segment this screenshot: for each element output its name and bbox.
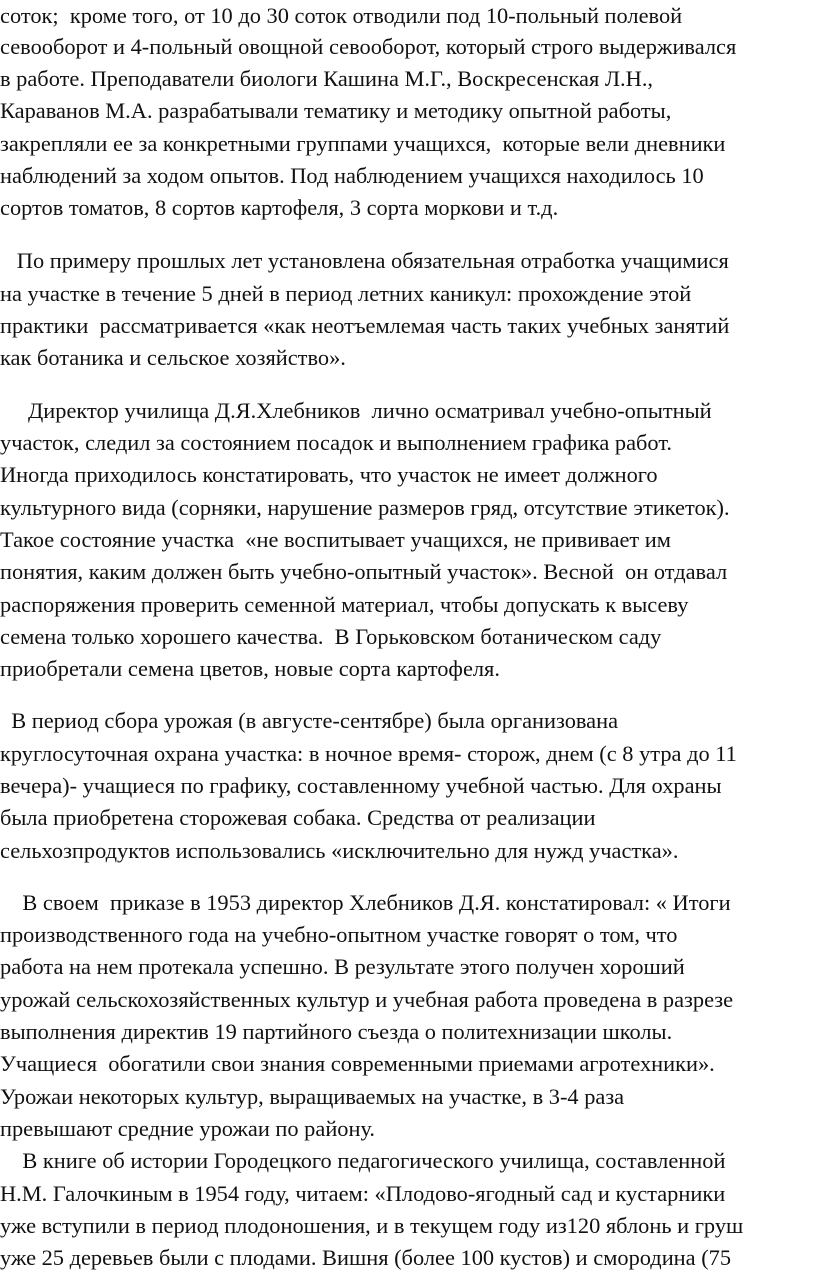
text-line: на участке в течение 5 дней в период летних каникул: прохождение этой (0, 281, 692, 306)
text-line: Урожаи некоторых культур, выращиваемых на участке, в 3-4 раза (0, 1084, 625, 1109)
text-line: практики рассматривается «как неотъемлемая часть таких учебных занятий (0, 313, 730, 338)
text-line: севооборот и 4-польный овощной севооборот, который строго выдерживался (0, 34, 737, 59)
text-line: как ботаника и сельское хозяйство». (0, 345, 346, 370)
text-line: приобретали семена цветов, новые сорта картофеля. (0, 656, 500, 681)
text-line: Директор училища Д.Я.Хлебников лично осматривал учебно-опытный (0, 398, 712, 423)
text-line: сельхозпродуктов использовались «исключительно для нужд участка». (0, 838, 679, 863)
text-line: Иногда приходилось констатировать, что участок не имеет должного (0, 462, 658, 487)
text-line: круглосуточная охрана участка: в ночное время- сторож, днем (с 8 утра до 11 (0, 741, 737, 766)
text-line: понятия, каким должен быть учебно-опытный участок». Весной он отдавал (0, 559, 728, 584)
text-line: По примеру прошлых лет установлена обязательная отработка учащимися (0, 248, 729, 273)
text-line: закрепляли ее за конкретными группами учащихся, которые вели дневники (0, 131, 726, 156)
text-line: урожай сельскохозяйственных культур и учебная работа проведена в разрезе (0, 987, 734, 1012)
text-line: вечера)- учащиеся по графику, составленному учебной частью. Для охраны (0, 773, 722, 798)
text-line: уже вступили в период плодоношения, и в текущем году из120 яблонь и груш (0, 1213, 744, 1238)
text-line: превышают средние урожаи по району. (0, 1116, 376, 1141)
text-line: В период сбора урожая (в августе-сентябре) была организована (0, 708, 619, 733)
text-line: была приобретена сторожевая собака. Средства от реализации (0, 805, 596, 830)
text-line: Такое состояние участка «не воспитывает учащихся, не прививает им (0, 527, 671, 552)
text-line: семена только хорошего качества. В Горьковском ботаническом саду (0, 624, 662, 649)
text-line: производственного года на учебно-опытном участке говорят о том, что (0, 922, 678, 947)
text-line: уже 25 деревьев были с плодами. Вишня (более 100 кустов) и смородина (75 (0, 1245, 732, 1270)
text-line: В своем приказе в 1953 директор Хлебников Д.Я. констатировал: « Итоги (0, 890, 731, 915)
text-line: культурного вида (сорняки, нарушение размеров гряд, отсутствие этикеток). (0, 495, 730, 520)
text-line: в работе. Преподаватели биологи Кашина М.Г., Воскресенская Л.Н., (0, 66, 654, 91)
text-line: выполнения директив 19 партийного съезда о политехнизации школы. (0, 1019, 673, 1044)
text-line: Караванов М.А. разрабатывали тематику и методику опытной работы, (0, 98, 672, 123)
text-line: Учащиеся обогатили свои знания современными приемами агротехники». (0, 1051, 715, 1076)
text-line: наблюдений за ходом опытов. Под наблюдением учащихся находилось 10 (0, 163, 704, 188)
text-line: соток; кроме того, от 10 до 30 соток отводили под 10-польный полевой (0, 3, 683, 28)
text-line: В книге об истории Городецкого педагогического училища, составленной (0, 1148, 726, 1173)
text-line: распоряжения проверить семенной материал, чтобы допускать к высеву (0, 592, 689, 617)
text-line: Н.М. Галочкиным в 1954 году, читаем: «Плодово-ягодный сад и кустарники (0, 1181, 726, 1206)
text-line: участок, следил за состоянием посадок и выполнением графика работ. (0, 430, 673, 455)
text-line: работа на нем протекала успешно. В результате этого получен хороший (0, 954, 685, 979)
text-line: сортов томатов, 8 сортов картофеля, 3 сорта моркови и т.д. (0, 195, 559, 220)
